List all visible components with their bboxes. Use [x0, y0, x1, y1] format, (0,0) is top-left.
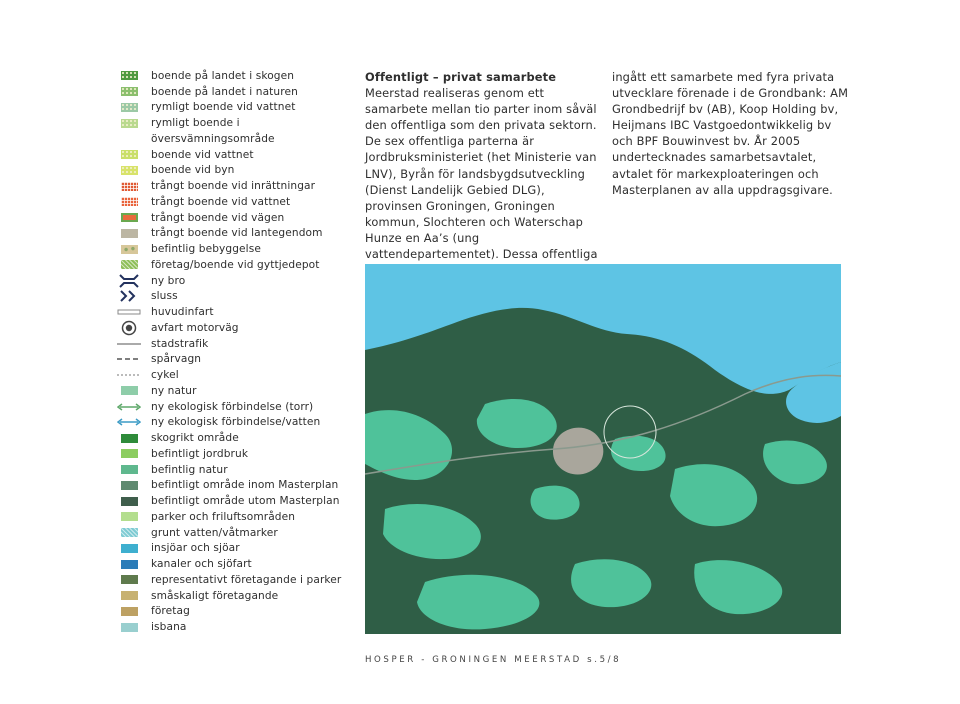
legend-item — [116, 320, 356, 336]
framed-square-icon — [116, 210, 142, 225]
legend-item — [116, 367, 356, 383]
legend-label: företag/boende vid gyttjedepot — [151, 258, 320, 271]
legend-label: befintlig bebyggelse — [151, 243, 261, 256]
square-icon — [116, 541, 142, 556]
legend-label: boende vid vattnet — [151, 148, 254, 161]
legend-label: befintligt område inom Masterplan — [151, 479, 339, 492]
legend-item — [116, 493, 356, 509]
square-icon — [116, 557, 142, 572]
square-icon — [116, 446, 142, 461]
legend-item — [116, 604, 356, 620]
legend-label: kanaler och sjöfart — [151, 558, 252, 571]
square-icon — [116, 494, 142, 509]
hatched-square-icon — [116, 525, 142, 540]
square-icon — [116, 226, 142, 241]
legend-item — [116, 383, 356, 399]
legend-label: ny ekologisk förbindelse/vatten — [151, 416, 321, 429]
square-icon — [116, 620, 142, 635]
legend-label: översvämningsområde — [151, 132, 275, 145]
legend-item — [116, 588, 356, 604]
map-legend — [116, 68, 356, 635]
legend-label: skogrikt område — [151, 432, 239, 445]
hatched-square-icon — [116, 257, 142, 272]
legend-item — [116, 430, 356, 446]
legend-label: isbana — [151, 621, 187, 634]
motorway-exit-icon — [116, 320, 142, 335]
legend-item — [116, 304, 356, 320]
legend-label: ny natur — [151, 384, 197, 397]
double-arrow-icon — [116, 415, 142, 430]
legend-label: rymligt boende i — [151, 117, 240, 130]
square-icon — [116, 478, 142, 493]
column-1-body: Meerstad realiseras genom ett samarbete mellan tio parter inom såväl den offentliga som den privata sektorn. De sex offentliga parterna är Jordbruksministeriet (het Ministerie van LNV), Byrån för landsbygdsutveckling (Dienst Landelijk Gebied DLG), provinsen Groningen, Groningen kommun, Slochteren och Waterschap Hunze en Aa’s (ung vattendepartementet). Dessa offentliga — [365, 86, 598, 262]
legend-item — [116, 619, 356, 635]
legend-item — [116, 572, 356, 588]
text-column-1 — [365, 69, 600, 278]
legend-label: representativt företagande i parker — [151, 573, 342, 586]
legend-item — [116, 273, 356, 289]
column-2-body: ingått ett samarbete med fyra privata utvecklare förenade i de Grondbank: AM Grondbedrijf bv (AB), Koop Holding bv, Heijmans IBC Vastgoedontwikkelig bv och BPF Bouwinvest bv. År 2005 undertecknades samarbetsavtalet, avtalet för markexploateringen och Masterplanen av alla uppdragsgivare. — [612, 70, 849, 197]
square-icon — [116, 509, 142, 524]
dotted-square-icon — [116, 116, 142, 131]
square-icon — [116, 572, 142, 587]
legend-label: befintlig natur — [151, 463, 228, 476]
legend-item — [116, 289, 356, 305]
legend-label: ny ekologisk förbindelse (torr) — [151, 400, 314, 413]
legend-label: boende på landet i skogen — [151, 69, 295, 82]
page-footer: HOSPER - GRONINGEN MEERSTAD s.5/8 — [365, 655, 622, 665]
legend-label: trångt boende vid vägen — [151, 211, 285, 224]
legend-item — [116, 478, 356, 494]
legend-item — [116, 115, 356, 131]
legend-label: cykel — [151, 369, 179, 382]
legend-item — [116, 415, 356, 431]
legend-item — [116, 556, 356, 572]
legend-item — [116, 336, 356, 352]
square-icon — [116, 588, 142, 603]
grid-square-icon — [116, 179, 142, 194]
legend-label: befintligt område utom Masterplan — [151, 495, 340, 508]
bridge-icon — [116, 273, 142, 288]
legend-item — [116, 178, 356, 194]
legend-label: ny bro — [151, 274, 186, 287]
legend-spacer — [116, 131, 142, 146]
legend-label: småskaligt företagande — [151, 589, 279, 602]
dotted-square-icon — [116, 68, 142, 83]
legend-label: stadstrafik — [151, 337, 209, 350]
legend-item — [116, 68, 356, 84]
legend-label: insjöar och sjöar — [151, 542, 240, 555]
dotted-square-icon — [116, 163, 142, 178]
legend-label: trångt boende vid vattnet — [151, 195, 291, 208]
legend-item — [116, 84, 356, 100]
legend-item — [116, 399, 356, 415]
legend-label: parker och friluftsområden — [151, 510, 296, 523]
legend-label: befintligt jordbruk — [151, 447, 249, 460]
section-heading: Offentligt – privat samarbete — [365, 70, 557, 84]
legend-item — [116, 163, 356, 179]
double-arrow-icon — [116, 399, 142, 414]
dashed-line-icon — [116, 352, 142, 367]
legend-label: företag — [151, 605, 190, 618]
legend-item — [116, 241, 356, 257]
legend-item — [116, 509, 356, 525]
legend-label: grunt vatten/våtmarker — [151, 526, 278, 539]
legend-label: avfart motorväg — [151, 321, 239, 334]
legend-item — [116, 541, 356, 557]
dotted-square-icon — [116, 84, 142, 99]
legend-label: sluss — [151, 290, 178, 303]
text-column-2 — [612, 69, 852, 198]
square-icon — [116, 383, 142, 398]
legend-item — [116, 226, 356, 242]
legend-label: spårvagn — [151, 353, 202, 366]
dotted-square-icon — [116, 100, 142, 115]
square-icon — [116, 431, 142, 446]
square-icon — [116, 604, 142, 619]
legend-item — [116, 462, 356, 478]
line-icon — [116, 336, 142, 351]
legend-item — [116, 525, 356, 541]
dotted-line-icon — [116, 368, 142, 383]
legend-label: rymligt boende vid vattnet — [151, 101, 296, 114]
legend-item — [116, 352, 356, 368]
legend-item — [116, 210, 356, 226]
main-road-icon — [116, 305, 142, 320]
legend-label: boende på landet i naturen — [151, 85, 298, 98]
masterplan-map — [365, 264, 841, 634]
square-icon — [116, 462, 142, 477]
legend-item — [116, 194, 356, 210]
legend-item — [116, 446, 356, 462]
legend-label: huvudinfart — [151, 306, 214, 319]
blob-square-icon — [116, 242, 142, 257]
legend-item — [116, 100, 356, 116]
town-area — [553, 428, 603, 475]
legend-label: boende vid byn — [151, 164, 235, 177]
legend-item — [116, 131, 356, 147]
lock-chevrons-icon — [116, 289, 142, 304]
grid-square-icon — [116, 194, 142, 209]
legend-item — [116, 257, 356, 273]
legend-label: trångt boende vid inrättningar — [151, 180, 316, 193]
dotted-square-icon — [116, 147, 142, 162]
legend-label: trångt boende vid lantegendom — [151, 227, 323, 240]
legend-item — [116, 147, 356, 163]
